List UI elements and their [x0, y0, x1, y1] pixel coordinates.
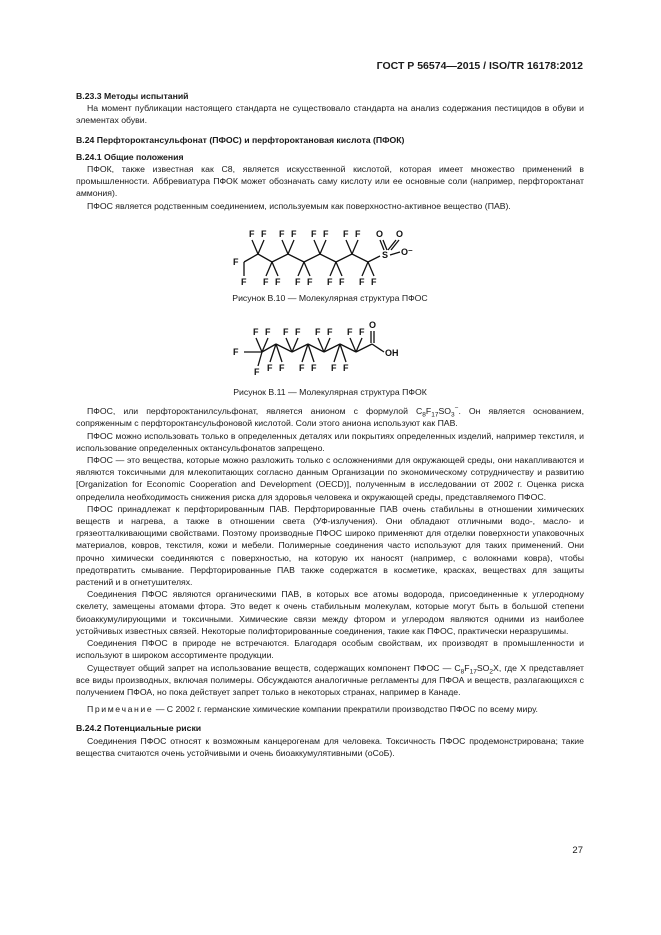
fluorine-atom-label: F	[241, 276, 247, 287]
paragraph: Соединения ПФОС относят к возможным канцерогенам для человека. Токсичность ПФОС продемонстрирована; такие вещества считаются очень устойчивыми и очень биоаккумулятивными (оСоБ).	[76, 735, 584, 758]
fluorine-atom-label: F	[327, 276, 333, 287]
fluorine-atom-label: F	[295, 327, 301, 338]
fluorine-atom-label: F	[359, 327, 365, 338]
paragraph: ПФОК, также известная как С8, является искусственной кислотой, которая имеет множество применений в промышленности. Аббревиатура ПФОК может обозначать саму кислоту или ее основные соли (например, перфтороктанат аммония).	[76, 164, 584, 199]
fluorine-atom-label: F	[263, 276, 269, 287]
fluorine-atom-label: F	[279, 228, 285, 239]
fluorine-atom-label: F	[315, 327, 321, 338]
paragraph: Существует общий запрет на использование веществ, содержащих компонент ПФОС — $C_8F_{17}SO_2X$, где X представляет все виды производных, включая полимеры. Обсуждаются аналогичные регламенты для ПФОА и веществ, разлагающихся с получением ПФОА, но пока действует запрет только в некоторых странах, например в Канаде.	[76, 662, 585, 697]
fluorine-atom-label: F	[291, 228, 297, 239]
fluorine-atom-label: F	[343, 363, 349, 374]
paragraph: Соединения ПФОС в природе не встречаются. Благодаря особым свойствам, их производят в промышленности и используют в широком ассортименте продукции.	[76, 638, 584, 661]
fluorine-atom-label: F	[307, 276, 313, 287]
oxygen-atom-label: O	[396, 228, 404, 239]
paragraph: ПФОС является родственным соединением, используемым как поверхностно-активное вещество (ПАВ).	[87, 200, 511, 211]
figure-caption: Рисунок В.11 — Молекулярная структура ПФОК	[233, 387, 427, 398]
paragraph: ПФОС, или перфтороктанилсульфонат, является анионом с формулой $C_8F_{17}SO_3^-$. Он является основанием, сопряженным с перфтороктансульфоновой кислотой. Соли этого аниона используют как ПАВ.	[76, 405, 584, 429]
page-number: 27	[572, 845, 583, 856]
paragraph: На момент публикации настоящего стандарта не существовало стандарта на анализ содержания пестицидов в обуви и элементах обуви.	[76, 103, 584, 126]
paragraph: ПФОС можно использовать только в определенных деталях или покрытиях определенных изделий, например текстиля, и использование определенных октансульфонатов запрещено.	[76, 430, 584, 453]
paragraph: ПФОС — это вещества, которые можно разложить только с осложнениями для окружающей среды, они накапливаются и являются токсичными для млекопитающих согласно данным Организации по экономическому сотрудничеству и развитию [Organization for Economic Cooperation and Development (OECD)], полученным в исследовании от 2002 г. Оценка риска определила необходимость снижения риска для здоровья человека и окружающей среды, представляемого ПФОС.	[76, 455, 584, 502]
standard-header: ГОСТ Р 56574—2015 / ISO/TR 16178:2012	[376, 60, 583, 72]
note: Примечание — С 2002 г. германские химические компании прекратили производство ПФОС по всему миру.	[87, 704, 538, 715]
fluorine-atom-label: F	[327, 327, 333, 338]
fluorine-atom-label: F	[299, 363, 305, 374]
fluorine-atom-label: F	[275, 276, 281, 287]
fluorine-atom-label: F	[261, 228, 267, 239]
fluorine-atom-label: F	[355, 228, 361, 239]
sulfur-atom-label: S	[382, 249, 389, 260]
note-label: Примечание	[87, 704, 154, 715]
paragraph: Соединения ПФОС являются органическими ПАВ, в которых все атомы водорода, присоединенные к углеродному скелету, замещены атомами фтора. Это ведет к очень стабильным молекулам, которые могут быть в большой степени биоаккумулирующими и токсичными. Химические связи между фтором и углеродом являются одними из наиболее устойчивых известных связей. Некоторые полифторированные соединения, такие как ПФОС, практически неразрушимы.	[76, 589, 584, 636]
fluorine-atom-label: F	[267, 363, 273, 374]
fluorine-atom-label: F	[311, 228, 317, 239]
fluorine-atom-label: F	[331, 363, 337, 374]
fluorine-atom-label: F	[283, 327, 289, 338]
section-heading-b241: В.24.1 Общие положения	[76, 151, 184, 162]
page-content	[76, 90, 584, 759]
paragraph: ПФОС принадлежат к перфторированным ПАВ. Перфторированные ПАВ очень стабильны в отношении химических веществ и нагрева, а также в отношении света (УФ-излучения). Они обладают отличными водо-, масло- и грязеотталкивающими свойствами. Поэтому производные ПФОС широко применяют для отделки поверхности упаковочных материалов, ковров, текстиля, кожи и мебели. Полимерные соединения часто используют для таких применений. Они прочно химически соединяются с поверхностью, на которую их наносят (например, с волокнами ковра), чтобы предотвратить смывание. Перфторированные ПАВ также содержатся в косметике, красках, веществах для защиты растений и в огнетушителях.	[76, 503, 584, 588]
fluorine-atom-label: F	[249, 228, 255, 239]
pfos-structure-figure	[230, 218, 430, 290]
fluorine-atom-label: F	[295, 276, 301, 287]
pfoa-structure-figure	[230, 312, 430, 384]
fluorine-atom-label: F	[253, 327, 259, 338]
section-heading-b233: В.23.3 Методы испытаний	[76, 91, 189, 101]
section-heading-b242: В.24.2 Потенциальные риски	[76, 723, 202, 734]
fluorine-atom-label: F	[233, 256, 239, 267]
fluorine-atom-label: F	[254, 367, 260, 378]
fluorine-atom-label: F	[233, 347, 239, 358]
hydroxyl-group-label: OH	[385, 348, 399, 359]
fluorine-atom-label: F	[323, 228, 329, 239]
fluorine-atom-label: F	[347, 327, 353, 338]
section-heading-b24: В.24 Перфтороктансульфонат (ПФОС) и перфтороктановая кислота (ПФОК)	[76, 134, 405, 145]
fluorine-atom-label: F	[339, 276, 345, 287]
fluorine-atom-label: F	[343, 228, 349, 239]
oxygen-atom-label: O	[369, 320, 377, 331]
fluorine-atom-label: F	[371, 276, 377, 287]
oxygen-anion-label: O⁻	[401, 246, 413, 257]
oxygen-atom-label: O	[376, 228, 384, 239]
figure-caption: Рисунок В.10 — Молекулярная структура ПФОС	[232, 292, 428, 303]
fluorine-atom-label: F	[311, 363, 317, 374]
fluorine-atom-label: F	[265, 327, 271, 338]
fluorine-atom-label: F	[279, 363, 285, 374]
fluorine-atom-label: F	[359, 276, 365, 287]
